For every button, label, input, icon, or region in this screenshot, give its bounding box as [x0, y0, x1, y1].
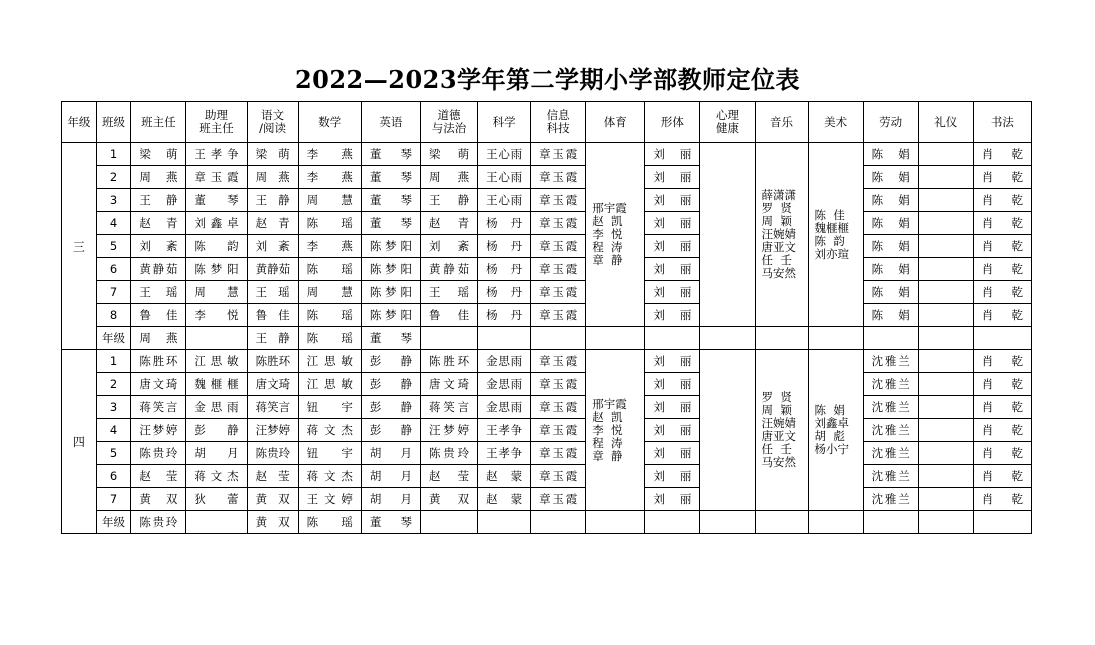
morality-cell — [420, 511, 477, 534]
labor-cell: 沈雅兰 — [863, 373, 918, 396]
class-number: 2 — [96, 373, 131, 396]
math-cell: 陈 瑶 — [298, 258, 361, 281]
summary-label: 年级 — [96, 511, 131, 534]
english-cell: 董 琴 — [361, 166, 420, 189]
header-art: 美术 — [808, 102, 863, 143]
it-cell: 章玉霞 — [531, 488, 586, 511]
math-cell: 周 慧 — [298, 281, 361, 304]
art-cell — [808, 511, 863, 534]
calligraphy-cell: 肖 乾 — [973, 212, 1031, 235]
header-math: 数学 — [298, 102, 361, 143]
etiquette-cell — [918, 212, 973, 235]
math-cell: 陈 瑶 — [298, 304, 361, 327]
science-cell: 王孝争 — [478, 442, 531, 465]
class-number: 2 — [96, 166, 131, 189]
math-cell: 蒋文杰 — [298, 419, 361, 442]
etiquette-cell — [918, 166, 973, 189]
english-cell: 董 琴 — [361, 327, 420, 350]
it-cell: 章玉霞 — [531, 143, 586, 166]
head-teacher-cell: 梁 萌 — [131, 143, 186, 166]
morality-cell: 陈贵玲 — [420, 442, 477, 465]
head-teacher-cell: 陈贵玲 — [131, 511, 186, 534]
head-teacher-cell: 赵 青 — [131, 212, 186, 235]
it-cell: 章玉霞 — [531, 189, 586, 212]
science-cell: 金思雨 — [478, 396, 531, 419]
english-cell: 陈梦阳 — [361, 235, 420, 258]
class-number: 3 — [96, 396, 131, 419]
assistant-cell: 陈 韵 — [186, 235, 247, 258]
it-cell: 章玉霞 — [531, 442, 586, 465]
english-cell: 胡 月 — [361, 465, 420, 488]
body-cell: 刘 丽 — [645, 143, 700, 166]
chinese-cell: 唐文琦 — [247, 373, 298, 396]
pe-teachers: 邢宇霞 赵 凯 李 悦 程 涛 章 静 — [586, 143, 645, 327]
table-row — [62, 373, 1032, 396]
it-cell: 章玉霞 — [531, 166, 586, 189]
header-morality: 道德 与法治 — [420, 102, 477, 143]
it-cell — [531, 511, 586, 534]
body-cell: 刘 丽 — [645, 350, 700, 373]
table-row — [62, 465, 1032, 488]
summary-label: 年级 — [96, 327, 131, 350]
etiquette-cell — [918, 143, 973, 166]
assistant-cell — [186, 511, 247, 534]
body-cell: 刘 丽 — [645, 258, 700, 281]
assistant-cell: 彭 静 — [186, 419, 247, 442]
table-row — [62, 189, 1032, 212]
labor-cell: 陈 娟 — [863, 304, 918, 327]
science-cell: 金思雨 — [478, 350, 531, 373]
body-cell: 刘 丽 — [645, 212, 700, 235]
science-cell: 金思雨 — [478, 373, 531, 396]
labor-cell — [863, 327, 918, 350]
class-number: 1 — [96, 350, 131, 373]
math-cell: 李 燕 — [298, 166, 361, 189]
english-cell: 陈梦阳 — [361, 304, 420, 327]
head-teacher-cell: 蒋笑言 — [131, 396, 186, 419]
math-cell: 江思敏 — [298, 373, 361, 396]
assistant-cell — [186, 327, 247, 350]
body-cell: 刘 丽 — [645, 465, 700, 488]
etiquette-cell — [918, 488, 973, 511]
table-row — [62, 350, 1032, 373]
header-chinese: 语文 /阅读 — [247, 102, 298, 143]
assistant-cell: 江思敏 — [186, 350, 247, 373]
pe-teachers: 邢宇霞 赵 凯 李 悦 程 涛 章 静 — [586, 350, 645, 511]
chinese-cell: 王 静 — [247, 189, 298, 212]
math-cell: 江思敏 — [298, 350, 361, 373]
labor-cell: 沈雅兰 — [863, 419, 918, 442]
english-cell: 胡 月 — [361, 488, 420, 511]
labor-cell: 陈 娟 — [863, 166, 918, 189]
chinese-cell: 刘 紊 — [247, 235, 298, 258]
teacher-assignment-table — [61, 101, 1032, 534]
assistant-cell: 章玉霞 — [186, 166, 247, 189]
math-cell: 钮 宇 — [298, 442, 361, 465]
class-number: 8 — [96, 304, 131, 327]
assistant-cell: 陈梦阳 — [186, 258, 247, 281]
science-cell: 杨 丹 — [478, 281, 531, 304]
morality-cell: 刘 紊 — [420, 235, 477, 258]
morality-cell: 蒋笑言 — [420, 396, 477, 419]
art-teachers: 陈 佳 魏榧榧 陈 韵 刘亦瑄 — [808, 143, 863, 327]
body-cell: 刘 丽 — [645, 373, 700, 396]
morality-cell: 梁 萌 — [420, 143, 477, 166]
morality-cell: 周 燕 — [420, 166, 477, 189]
labor-cell: 沈雅兰 — [863, 465, 918, 488]
etiquette-cell — [918, 350, 973, 373]
etiquette-cell — [918, 511, 973, 534]
calligraphy-cell: 肖 乾 — [973, 189, 1031, 212]
header-grade: 年级 — [62, 102, 97, 143]
table-row — [62, 304, 1032, 327]
calligraphy-cell: 肖 乾 — [973, 143, 1031, 166]
calligraphy-cell: 肖 乾 — [973, 488, 1031, 511]
head-teacher-cell: 王 瑶 — [131, 281, 186, 304]
head-teacher-cell: 赵 莹 — [131, 465, 186, 488]
head-teacher-cell: 刘 紊 — [131, 235, 186, 258]
chinese-cell: 赵 莹 — [247, 465, 298, 488]
english-cell: 彭 静 — [361, 419, 420, 442]
it-cell: 章玉霞 — [531, 304, 586, 327]
art-cell — [808, 327, 863, 350]
english-cell: 董 琴 — [361, 143, 420, 166]
table-body — [62, 143, 1032, 534]
labor-cell — [863, 511, 918, 534]
calligraphy-cell — [973, 511, 1031, 534]
table-row — [62, 212, 1032, 235]
science-cell — [478, 327, 531, 350]
body-cell: 刘 丽 — [645, 235, 700, 258]
english-cell: 董 琴 — [361, 212, 420, 235]
science-cell: 赵 蒙 — [478, 488, 531, 511]
header-psych: 心理 健康 — [700, 102, 755, 143]
head-teacher-cell: 鲁 佳 — [131, 304, 186, 327]
etiquette-cell — [918, 373, 973, 396]
etiquette-cell — [918, 235, 973, 258]
labor-cell: 沈雅兰 — [863, 488, 918, 511]
pe-cell — [586, 511, 645, 534]
it-cell: 章玉霞 — [531, 235, 586, 258]
science-cell: 王心雨 — [478, 166, 531, 189]
body-cell: 刘 丽 — [645, 281, 700, 304]
science-cell: 杨 丹 — [478, 258, 531, 281]
body-cell: 刘 丽 — [645, 396, 700, 419]
labor-cell: 陈 娟 — [863, 258, 918, 281]
calligraphy-cell — [973, 327, 1031, 350]
body-cell: 刘 丽 — [645, 488, 700, 511]
math-cell: 李 燕 — [298, 235, 361, 258]
art-teachers: 陈 娟 刘鑫卓 胡 彪 杨小宁 — [808, 350, 863, 511]
music-cell — [755, 327, 808, 350]
assistant-cell: 周 慧 — [186, 281, 247, 304]
morality-cell: 汪梦婷 — [420, 419, 477, 442]
header-english: 英语 — [361, 102, 420, 143]
head-teacher-cell: 黄静茹 — [131, 258, 186, 281]
head-teacher-cell: 汪梦婷 — [131, 419, 186, 442]
class-number: 4 — [96, 419, 131, 442]
chinese-cell: 陈胜环 — [247, 350, 298, 373]
science-cell — [478, 511, 531, 534]
it-cell: 章玉霞 — [531, 396, 586, 419]
class-number: 1 — [96, 143, 131, 166]
calligraphy-cell: 肖 乾 — [973, 396, 1031, 419]
header-row — [62, 102, 1032, 143]
table-row — [62, 143, 1032, 166]
science-cell: 王孝争 — [478, 419, 531, 442]
english-cell: 胡 月 — [361, 442, 420, 465]
calligraphy-cell: 肖 乾 — [973, 373, 1031, 396]
calligraphy-cell: 肖 乾 — [973, 304, 1031, 327]
class-number: 4 — [96, 212, 131, 235]
it-cell: 章玉霞 — [531, 212, 586, 235]
chinese-cell: 黄 双 — [247, 511, 298, 534]
body-cell: 刘 丽 — [645, 189, 700, 212]
chinese-cell: 黄静茹 — [247, 258, 298, 281]
etiquette-cell — [918, 189, 973, 212]
assistant-cell: 金思雨 — [186, 396, 247, 419]
head-teacher-cell: 王 静 — [131, 189, 186, 212]
grade-label: 四 — [62, 350, 97, 534]
math-cell: 陈 瑶 — [298, 511, 361, 534]
class-number: 7 — [96, 281, 131, 304]
assistant-cell: 魏榧榧 — [186, 373, 247, 396]
chinese-cell: 陈贵玲 — [247, 442, 298, 465]
calligraphy-cell: 肖 乾 — [973, 235, 1031, 258]
table-row — [62, 281, 1032, 304]
science-cell: 杨 丹 — [478, 212, 531, 235]
etiquette-cell — [918, 304, 973, 327]
pe-cell — [586, 327, 645, 350]
it-cell: 章玉霞 — [531, 350, 586, 373]
music-cell — [755, 511, 808, 534]
calligraphy-cell: 肖 乾 — [973, 281, 1031, 304]
morality-cell: 赵 青 — [420, 212, 477, 235]
morality-cell: 赵 莹 — [420, 465, 477, 488]
header-it: 信息 科技 — [531, 102, 586, 143]
body-cell: 刘 丽 — [645, 166, 700, 189]
chinese-cell: 蒋笑言 — [247, 396, 298, 419]
table-row — [62, 166, 1032, 189]
math-cell: 周 慧 — [298, 189, 361, 212]
chinese-cell: 周 燕 — [247, 166, 298, 189]
header-body: 形体 — [645, 102, 700, 143]
table-row — [62, 396, 1032, 419]
it-cell: 章玉霞 — [531, 373, 586, 396]
etiquette-cell — [918, 442, 973, 465]
head-teacher-cell: 陈胜环 — [131, 350, 186, 373]
etiquette-cell — [918, 396, 973, 419]
psych-cell — [700, 143, 755, 327]
body-cell: 刘 丽 — [645, 442, 700, 465]
etiquette-cell — [918, 281, 973, 304]
morality-cell: 唐文琦 — [420, 373, 477, 396]
class-number: 5 — [96, 235, 131, 258]
labor-cell: 沈雅兰 — [863, 396, 918, 419]
grade-summary-row — [62, 327, 1032, 350]
morality-cell: 黄 双 — [420, 488, 477, 511]
assistant-cell: 狄 蕾 — [186, 488, 247, 511]
header-science: 科学 — [478, 102, 531, 143]
table-row — [62, 488, 1032, 511]
body-cell — [645, 327, 700, 350]
body-cell — [645, 511, 700, 534]
labor-cell: 陈 娟 — [863, 281, 918, 304]
music-teachers: 罗 贤 周 颖 汪婉婧 唐亚文 任 壬 马安然 — [755, 350, 808, 511]
morality-cell: 黄静茹 — [420, 258, 477, 281]
etiquette-cell — [918, 465, 973, 488]
english-cell: 陈梦阳 — [361, 281, 420, 304]
labor-cell: 沈雅兰 — [863, 442, 918, 465]
science-cell: 杨 丹 — [478, 235, 531, 258]
class-number: 6 — [96, 258, 131, 281]
assistant-cell: 王孝争 — [186, 143, 247, 166]
math-cell: 李 燕 — [298, 143, 361, 166]
labor-cell: 陈 娟 — [863, 189, 918, 212]
header-calligraphy: 书法 — [973, 102, 1031, 143]
english-cell: 彭 静 — [361, 350, 420, 373]
it-cell: 章玉霞 — [531, 281, 586, 304]
science-cell: 赵 蒙 — [478, 465, 531, 488]
it-cell: 章玉霞 — [531, 258, 586, 281]
class-number: 5 — [96, 442, 131, 465]
table-row — [62, 442, 1032, 465]
it-cell: 章玉霞 — [531, 465, 586, 488]
psych-cell — [700, 350, 755, 511]
class-number: 3 — [96, 189, 131, 212]
etiquette-cell — [918, 327, 973, 350]
math-cell: 陈 瑶 — [298, 212, 361, 235]
morality-cell: 陈胜环 — [420, 350, 477, 373]
morality-cell: 王 瑶 — [420, 281, 477, 304]
morality-cell — [420, 327, 477, 350]
science-cell: 王心雨 — [478, 143, 531, 166]
head-teacher-cell: 周 燕 — [131, 327, 186, 350]
etiquette-cell — [918, 258, 973, 281]
assistant-cell: 董 琴 — [186, 189, 247, 212]
morality-cell: 鲁 佳 — [420, 304, 477, 327]
table-row — [62, 235, 1032, 258]
chinese-cell: 黄 双 — [247, 488, 298, 511]
chinese-cell: 汪梦婷 — [247, 419, 298, 442]
science-cell: 王心雨 — [478, 189, 531, 212]
calligraphy-cell: 肖 乾 — [973, 166, 1031, 189]
class-number: 6 — [96, 465, 131, 488]
english-cell: 董 琴 — [361, 189, 420, 212]
head-teacher-cell: 唐文琦 — [131, 373, 186, 396]
chinese-cell: 梁 萌 — [247, 143, 298, 166]
it-cell: 章玉霞 — [531, 419, 586, 442]
assistant-cell: 刘鑫卓 — [186, 212, 247, 235]
assistant-cell: 蒋文杰 — [186, 465, 247, 488]
chinese-cell: 鲁 佳 — [247, 304, 298, 327]
calligraphy-cell: 肖 乾 — [973, 442, 1031, 465]
head-teacher-cell: 黄 双 — [131, 488, 186, 511]
calligraphy-cell: 肖 乾 — [973, 465, 1031, 488]
grade-label: 三 — [62, 143, 97, 350]
page-title: 2022—2023学年第二学期小学部教师定位表 — [294, 65, 801, 94]
assistant-cell: 李 悦 — [186, 304, 247, 327]
header-labor: 劳动 — [863, 102, 918, 143]
math-cell: 王文婷 — [298, 488, 361, 511]
header-class: 班级 — [96, 102, 131, 143]
body-cell: 刘 丽 — [645, 304, 700, 327]
english-cell: 董 琴 — [361, 511, 420, 534]
header-head-teacher: 班主任 — [131, 102, 186, 143]
head-teacher-cell: 周 燕 — [131, 166, 186, 189]
science-cell: 杨 丹 — [478, 304, 531, 327]
head-teacher-cell: 陈贵玲 — [131, 442, 186, 465]
english-cell: 陈梦阳 — [361, 258, 420, 281]
header-pe: 体育 — [586, 102, 645, 143]
math-cell: 蒋文杰 — [298, 465, 361, 488]
english-cell: 彭 静 — [361, 396, 420, 419]
labor-cell: 沈雅兰 — [863, 350, 918, 373]
body-cell: 刘 丽 — [645, 419, 700, 442]
english-cell: 彭 静 — [361, 373, 420, 396]
header-assistant: 助理 班主任 — [186, 102, 247, 143]
header-music: 音乐 — [755, 102, 808, 143]
chinese-cell: 赵 青 — [247, 212, 298, 235]
calligraphy-cell: 肖 乾 — [973, 419, 1031, 442]
music-teachers: 薛潇潇 罗 贤 周 颖 汪婉婧 唐亚文 任 壬 马安然 — [755, 143, 808, 327]
calligraphy-cell: 肖 乾 — [973, 258, 1031, 281]
chinese-cell: 王 静 — [247, 327, 298, 350]
labor-cell: 陈 娟 — [863, 235, 918, 258]
header-etiquette: 礼仪 — [918, 102, 973, 143]
grade-summary-row — [62, 511, 1032, 534]
etiquette-cell — [918, 419, 973, 442]
labor-cell: 陈 娟 — [863, 143, 918, 166]
table-row — [62, 258, 1032, 281]
assistant-cell: 胡 月 — [186, 442, 247, 465]
math-cell: 陈 瑶 — [298, 327, 361, 350]
math-cell: 钮 宇 — [298, 396, 361, 419]
psych-cell — [700, 327, 755, 350]
class-number: 7 — [96, 488, 131, 511]
morality-cell: 王 静 — [420, 189, 477, 212]
it-cell — [531, 327, 586, 350]
chinese-cell: 王 瑶 — [247, 281, 298, 304]
table-row — [62, 419, 1032, 442]
calligraphy-cell: 肖 乾 — [973, 350, 1031, 373]
psych-cell — [700, 511, 755, 534]
labor-cell: 陈 娟 — [863, 212, 918, 235]
